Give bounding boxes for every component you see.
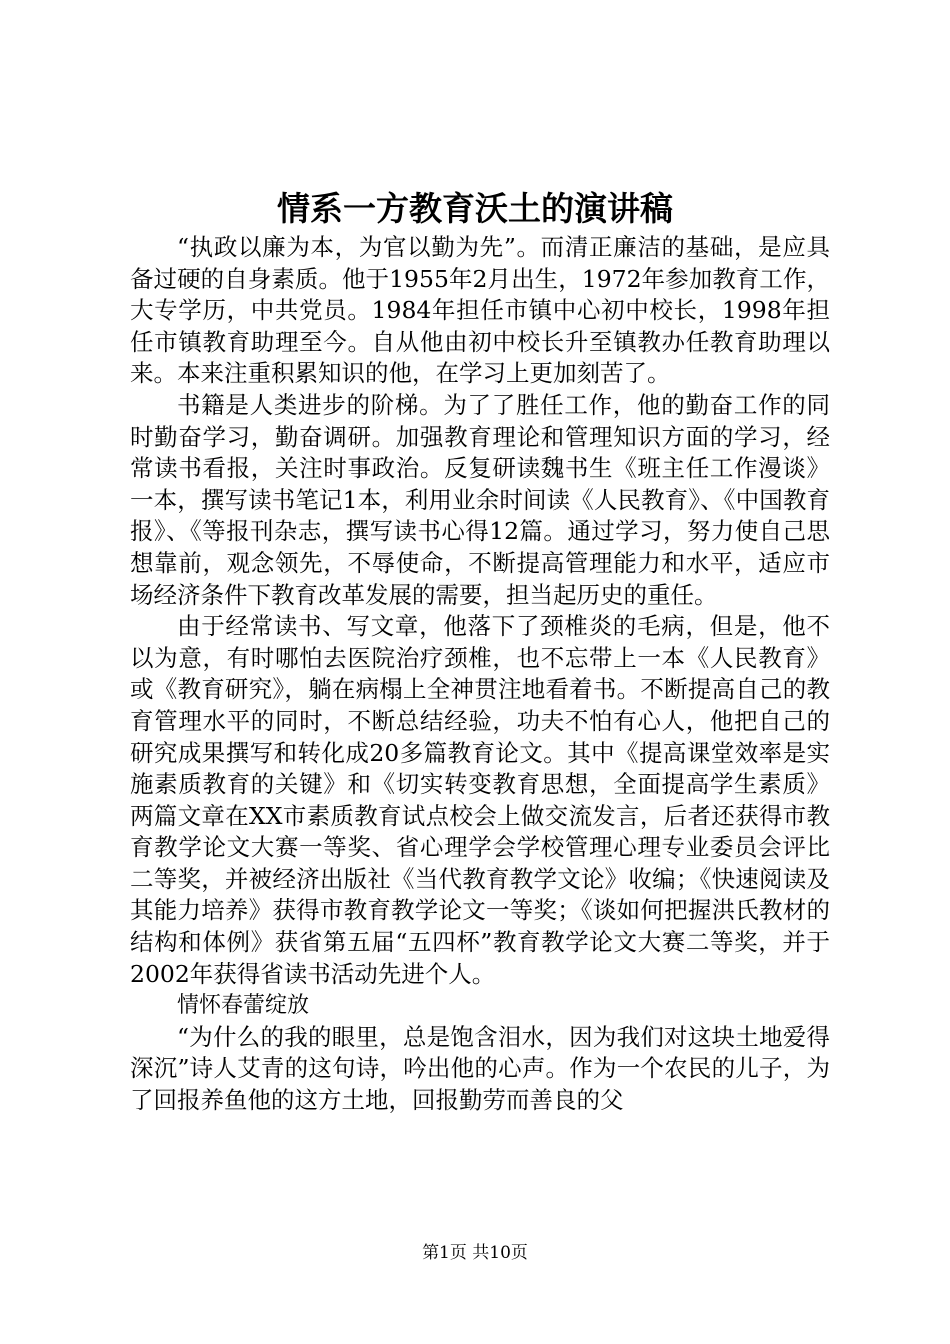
paragraph-1: “执政以廉为本，为官以勤为先”。而清正廉洁的基础，是应具备过硬的自身素质。他于1955年2月出生，1972年参加教育工作，大专学历，中共党员。1984年担任市镇中心初中校长，1998年担任市镇教育助理至今。自从他由初中校长升至镇教办任教育助理以来。本来注重积累知识的他，在学习上更加刻苦了。 xyxy=(130,233,830,388)
paragraph-2: 书籍是人类进步的阶梯。为了了胜任工作，他的勤奋工作的同时勤奋学习，勤奋调研。加强教育理论和管理知识方面的学习，经常读书看报，关注时事政治。反复研读魏书生《班主任工作漫谈》一本，撰写读书笔记1本，利用业余时间读《人民教育》、《中国教育报》、《等报刊杂志，撰写读书心得12篇。通过学习，努力使自己思想靠前，观念领先，不辱使命，不断提高管理能力和水平，适应市场经济条件下教育改革发展的需要，担当起历史的重任。 xyxy=(130,390,830,609)
section-heading: 情怀春蕾绽放 xyxy=(177,993,310,1019)
page-footer xyxy=(0,1241,950,1265)
paragraph-4: “为什么的我的眼里，总是饱含泪水，因为我们对这块土地爱得深沉”诗人艾青的这句诗，吟出他的心声。作为一个农民的儿子，为了回报养鱼他的这方土地，回报勤劳而善良的父 xyxy=(130,1022,830,1115)
document-title: 情系一方教育沃土的演讲稿 xyxy=(277,189,673,228)
paragraph-3: 由于经常读书、写文章，他落下了颈椎炎的毛病，但是，他不以为意，有时哪怕去医院治疗颈椎，也不忘带上一本《人民教育》或《教育研究》，躺在病榻上全神贯注地看着书。不断提高自己的教育管理水平的同时，不断总结经验，功夫不怕有心人，他把自己的研究成果撰写和转化成20多篇教育论文。其中《提高课堂效率是实施素质教育的关键》和《切实转变教育思想，全面提高学生素质》两篇文章在XX市素质教育试点校会上做交流发言，后者还获得市教育教学论文大赛一等奖、省心理学会学校管理心理专业委员会评比二等奖，并被经济出版社《当代教育教学文论》收编；《快速阅读及其能力培养》获得市教育教学论文一等奖；《谈如何把握洪氏教材的结构和体例》获省第五届“五四杯”教育教学论文大赛二等奖，并于2002年获得省读书活动先进个人。 xyxy=(130,612,830,988)
document-body xyxy=(130,232,830,1117)
page-number-label: 第1页 共10页 xyxy=(422,1243,528,1263)
